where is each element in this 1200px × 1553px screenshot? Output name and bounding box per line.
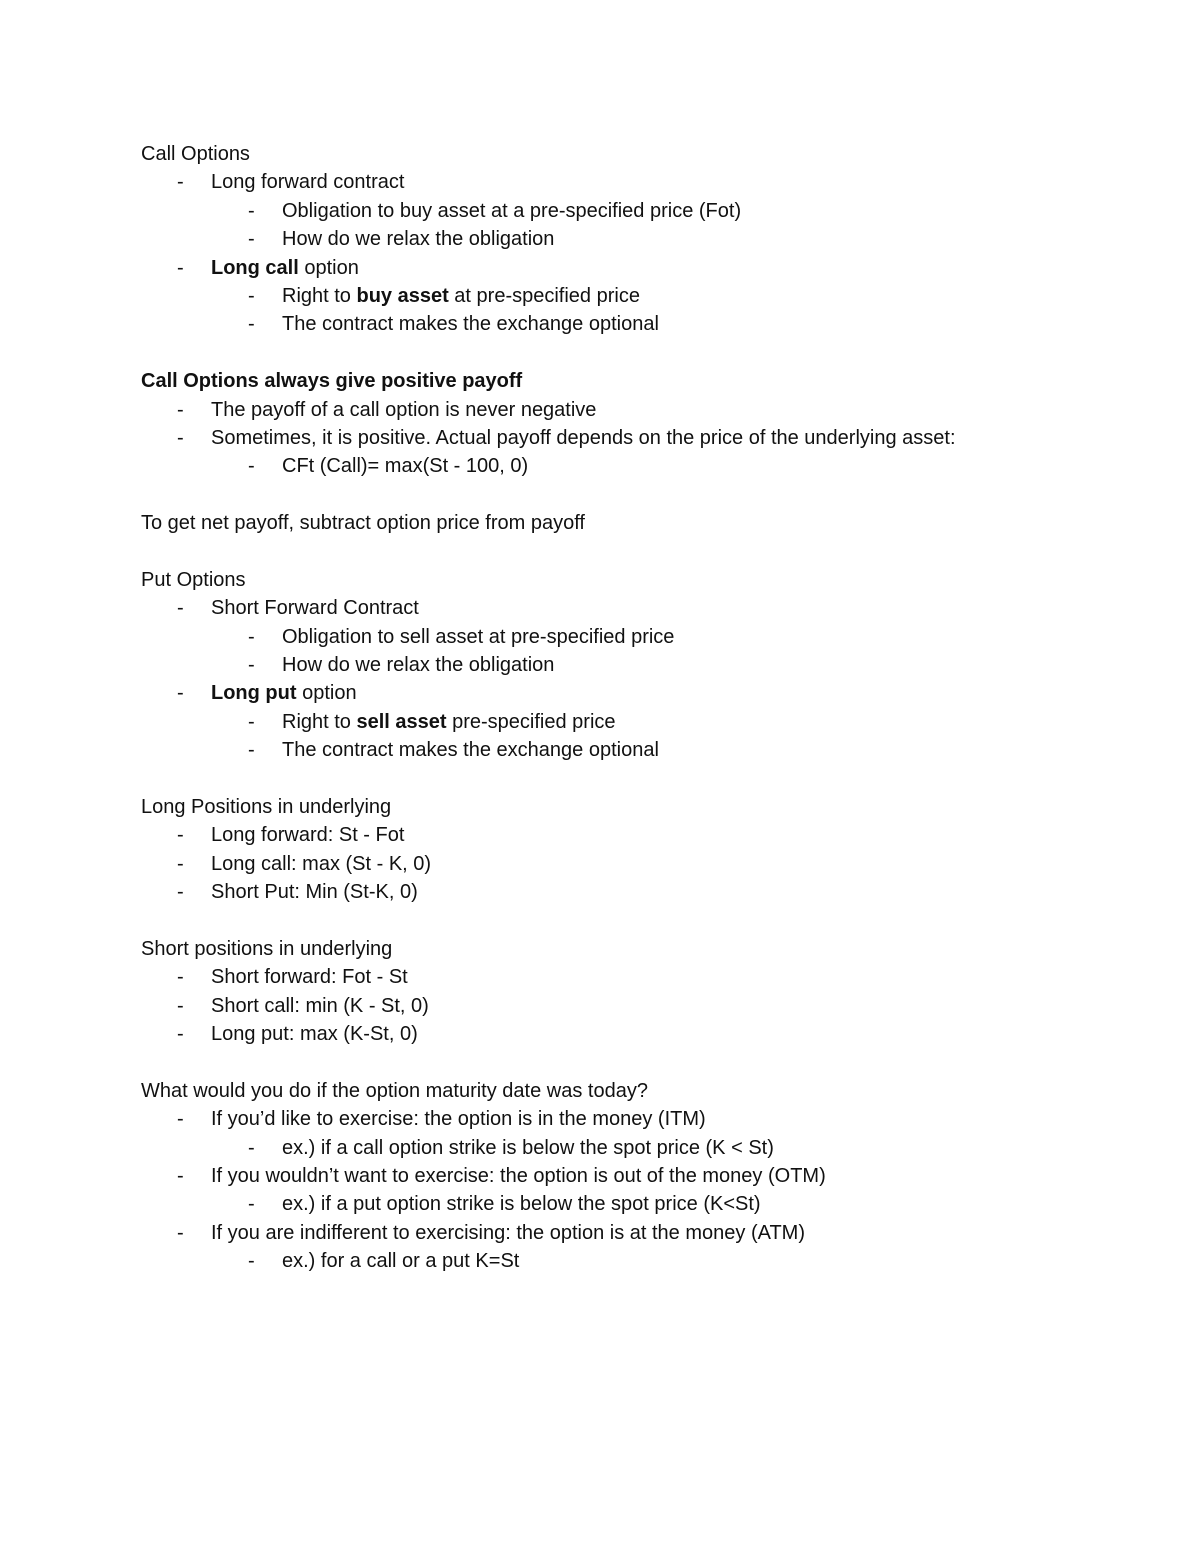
line-text (282, 1134, 774, 1162)
line-text (211, 1020, 418, 1048)
bullet-item (141, 396, 1121, 424)
bullet-dash: - (248, 1193, 255, 1216)
line-text (282, 225, 554, 253)
blank-line (141, 907, 1121, 935)
line-text (282, 1190, 761, 1218)
bullet-item (141, 310, 1121, 338)
bullet-dash: - (177, 1221, 184, 1244)
text-run: If you are indifferent to exercising: the option is at the money (ATM) (211, 1221, 805, 1244)
text-run: CFt (Call)= max(St - 100, 0) (282, 455, 529, 478)
bullet-dash: - (177, 398, 184, 421)
bullet-dash: - (248, 228, 255, 251)
text-run: The contract makes the exchange optional (282, 313, 659, 336)
bullet-item (141, 992, 1121, 1020)
line-text (141, 140, 250, 168)
text-run: Short call: min (K - St, 0) (211, 994, 429, 1017)
section-net-payoff (141, 509, 1121, 537)
bullet-item (141, 623, 1121, 651)
bullet-dash: - (248, 1250, 255, 1273)
line-text (211, 424, 956, 452)
bullet-item (141, 197, 1121, 225)
line-text (211, 1219, 805, 1247)
line-text (141, 793, 391, 821)
line-text (282, 1247, 519, 1275)
line-text (211, 878, 418, 906)
line-text (141, 509, 585, 537)
line-text (282, 310, 659, 338)
line-text (141, 935, 392, 963)
text-run: How do we relax the obligation (282, 654, 555, 677)
text-run: The contract makes the exchange optional (282, 739, 659, 762)
bullet-dash: - (248, 199, 255, 222)
line-text (282, 282, 640, 310)
bullet-item (141, 594, 1121, 622)
bullet-dash: - (177, 171, 184, 194)
bullet-dash: - (177, 994, 184, 1017)
bullet-dash: - (248, 739, 255, 762)
line-text (282, 736, 659, 764)
bullet-item (141, 254, 1121, 282)
bullet-item (141, 736, 1121, 764)
text-run: Right to (282, 284, 357, 307)
text-run: option (296, 682, 357, 705)
bold-text: buy asset (356, 284, 449, 307)
bullet-dash: - (177, 1108, 184, 1131)
section-heading (141, 1077, 1121, 1105)
section-short-positions (141, 935, 1121, 1049)
bullet-item (141, 282, 1121, 310)
blank-line (141, 339, 1121, 367)
text-run: option (298, 256, 359, 279)
text-run: Long Positions in underlying (141, 795, 392, 818)
text-run: Right to (282, 710, 357, 733)
bullet-dash: - (248, 654, 255, 677)
text-run: Put Options (141, 568, 246, 591)
line-text (211, 963, 408, 991)
line-text (282, 651, 554, 679)
section-put-options (141, 566, 1121, 765)
section-heading (141, 367, 1121, 395)
section-heading (141, 140, 1121, 168)
text-run: ex.) if a put option strike is below the spot price (K<St) (282, 1193, 761, 1216)
bold-text: Long call (211, 256, 299, 279)
section-heading (141, 935, 1121, 963)
text-run: If you’d like to exercise: the option is in the money (ITM) (211, 1108, 706, 1131)
text-run: Long forward: St - Fot (211, 824, 405, 847)
line-text (211, 679, 357, 707)
text-run: If you wouldn’t want to exercise: the option is out of the money (OTM) (211, 1165, 826, 1188)
bullet-dash: - (177, 426, 184, 449)
bullet-dash: - (177, 966, 184, 989)
bold-text: Call Options always give positive payoff (141, 370, 523, 393)
text-run: Sometimes, it is positive. Actual payoff depends on the price of the underlying asset: (211, 426, 956, 449)
bullet-item (141, 424, 1121, 452)
text-run: The payoff of a call option is never negative (211, 398, 597, 421)
text-run: Short Forward Contract (211, 597, 419, 620)
text-run: To get net payoff, subtract option price from payoff (141, 512, 585, 535)
text-run: What would you do if the option maturity date was today? (141, 1079, 648, 1102)
line-text (211, 821, 404, 849)
document-page (141, 140, 1121, 1276)
bullet-item (141, 1020, 1121, 1048)
bullet-dash: - (177, 824, 184, 847)
bullet-dash: - (248, 313, 255, 336)
line-text (211, 850, 431, 878)
section-positive-payoff (141, 367, 1121, 481)
bold-text: Long put (211, 682, 297, 705)
bullet-item (141, 1219, 1121, 1247)
line-text (211, 254, 359, 282)
bullet-item (141, 708, 1121, 736)
blank-line (141, 1049, 1121, 1077)
line-text (282, 708, 616, 736)
bullet-item (141, 1162, 1121, 1190)
bullet-dash: - (177, 852, 184, 875)
bullet-dash: - (248, 710, 255, 733)
text-run: Short forward: Fot - St (211, 966, 408, 989)
bullet-item (141, 1134, 1121, 1162)
line-text (211, 594, 419, 622)
section-long-positions (141, 793, 1121, 907)
text-run: Short Put: Min (St-K, 0) (211, 881, 418, 904)
line-text (211, 168, 404, 196)
bullet-item (141, 679, 1121, 707)
bullet-item (141, 1247, 1121, 1275)
bullet-dash: - (177, 1023, 184, 1046)
text-run: Obligation to buy asset at a pre-specified price (Fot) (282, 199, 742, 222)
bullet-dash: - (177, 597, 184, 620)
line-text (211, 1105, 706, 1133)
line-text (211, 396, 596, 424)
bullet-item (141, 963, 1121, 991)
text-run: ex.) for a call or a put K=St (282, 1250, 520, 1273)
text-run: Short positions in underlying (141, 937, 393, 960)
blank-line (141, 481, 1121, 509)
text-run: ex.) if a call option strike is below the spot price (K < St) (282, 1136, 774, 1159)
section-heading (141, 566, 1121, 594)
blank-line (141, 537, 1121, 565)
bullet-item (141, 850, 1121, 878)
bullet-dash: - (248, 625, 255, 648)
bullet-item (141, 452, 1121, 480)
line-text (282, 197, 741, 225)
text-run: Long put: max (K-St, 0) (211, 1023, 418, 1046)
section-heading (141, 509, 1121, 537)
bullet-item (141, 1105, 1121, 1133)
section-heading (141, 793, 1121, 821)
bullet-dash: - (248, 1136, 255, 1159)
bullet-dash: - (248, 284, 255, 307)
text-run: Call Options (141, 143, 250, 165)
bullet-dash: - (177, 256, 184, 279)
text-run: pre-specified price (446, 710, 616, 733)
line-text (211, 1162, 826, 1190)
bullet-item (141, 168, 1121, 196)
section-call-options (141, 140, 1121, 339)
text-run: Long call: max (St - K, 0) (211, 852, 432, 875)
line-text (141, 367, 522, 395)
bullet-dash: - (177, 682, 184, 705)
bullet-item (141, 878, 1121, 906)
bullet-item (141, 651, 1121, 679)
bullet-dash: - (177, 1165, 184, 1188)
blank-line (141, 765, 1121, 793)
line-text (282, 452, 528, 480)
bullet-dash: - (177, 881, 184, 904)
text-run: at pre-specified price (448, 284, 640, 307)
text-run: Obligation to sell asset at pre-specified price (282, 625, 675, 648)
bold-text: sell asset (356, 710, 447, 733)
section-maturity-today (141, 1077, 1121, 1276)
text-run: How do we relax the obligation (282, 228, 555, 251)
line-text (282, 623, 674, 651)
bullet-item (141, 821, 1121, 849)
line-text (211, 992, 429, 1020)
bullet-item (141, 1190, 1121, 1218)
line-text (141, 1077, 648, 1105)
text-run: Long forward contract (211, 171, 405, 194)
bullet-dash: - (248, 455, 255, 478)
bullet-item (141, 225, 1121, 253)
line-text (141, 566, 246, 594)
